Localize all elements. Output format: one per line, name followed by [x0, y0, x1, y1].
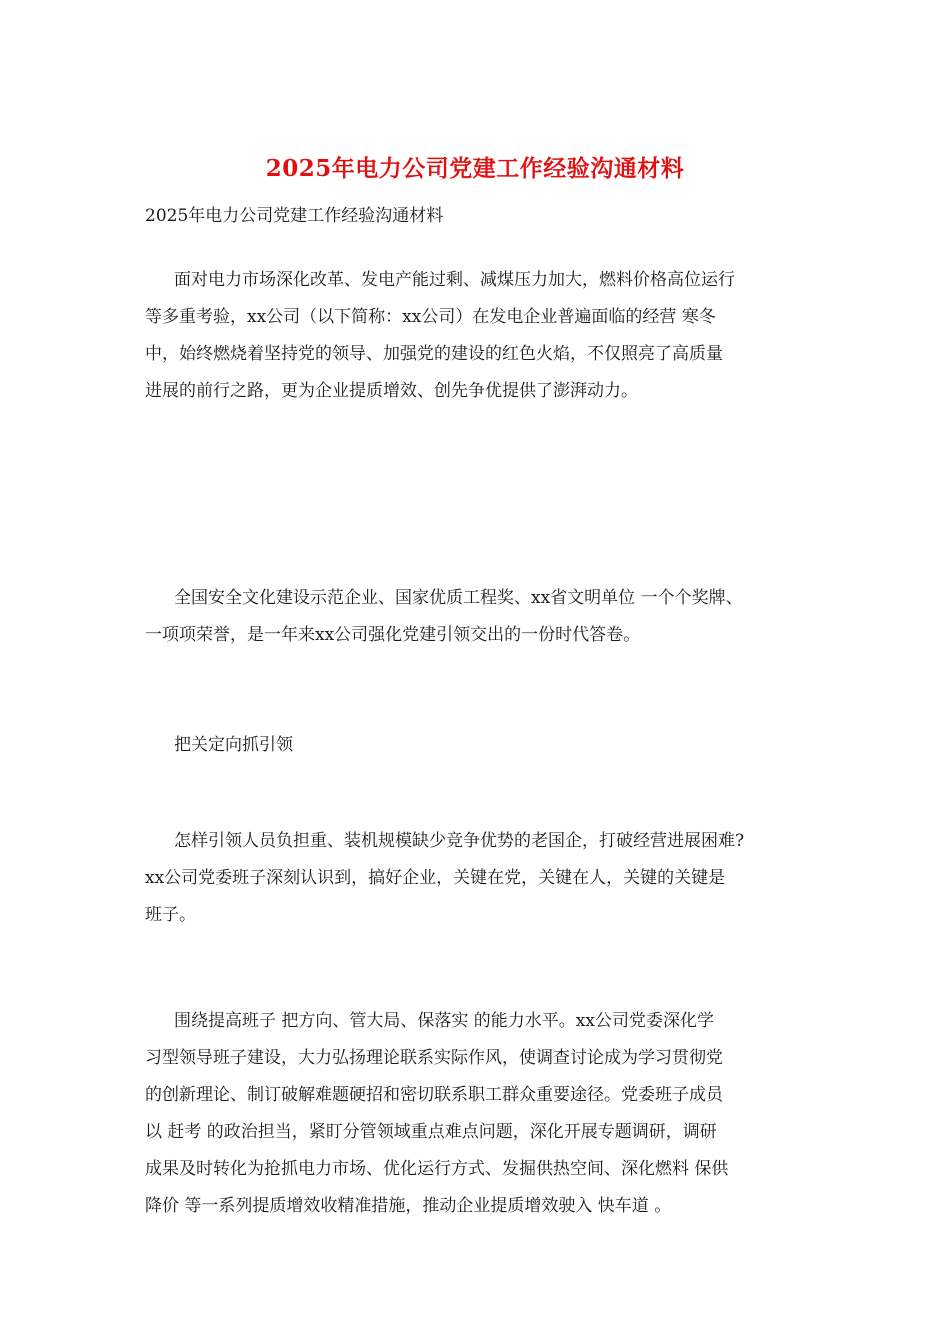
paragraph-line: 降价 等一系列提质增效收精准措施，推动企业提质增效驶入 快车道 。	[145, 1196, 672, 1216]
section-heading: 把关定向抓引领	[174, 735, 293, 755]
paragraph-intro	[145, 262, 825, 410]
paragraph-line: 班子。	[145, 905, 196, 925]
document-subtitle: 2025年电力公司党建工作经验沟通材料	[145, 206, 444, 226]
paragraph-line: 以 赶考 的政治担当，紧盯分管领域重点难点问题，深化开展专题调研，调研	[145, 1122, 717, 1142]
paragraph-line: 全国安全文化建设示范企业、国家优质工程奖、xx省文明单位 一个个奖牌、	[174, 588, 743, 608]
paragraph-team-building	[145, 1003, 825, 1225]
paragraph-line: 围绕提高班子 把方向、管大局、保落实 的能力水平。xx公司党委深化学	[174, 1011, 714, 1031]
paragraph-line: 进展的前行之路，更为企业提质增效、创先争优提供了澎湃动力。	[145, 381, 638, 401]
paragraph-line: 成果及时转化为抢抓电力市场、优化运行方式、发掘供热空间、深化燃料 保供	[145, 1159, 729, 1179]
paragraph-line: 怎样引领人员负担重、装机规模缺少竞争优势的老国企，打破经营进展困难?	[174, 831, 745, 851]
paragraph-line: 中，始终燃烧着坚持党的领导、加强党的建设的红色火焰，不仅照亮了高质量	[145, 344, 723, 364]
paragraph-line: xx公司党委班子深刻认识到，搞好企业，关键在党，关键在人，关键的关键是	[145, 868, 726, 888]
paragraph-leadership	[145, 823, 825, 934]
paragraph-honors	[145, 580, 825, 654]
paragraph-line: 一项项荣誉，是一年来xx公司强化党建引领交出的一份时代答卷。	[145, 625, 641, 645]
paragraph-line: 习型领导班子建设，大力弘扬理论联系实际作风，使调查讨论成为学习贯彻党	[145, 1048, 723, 1068]
document-title: 2025年电力公司党建工作经验沟通材料	[265, 155, 685, 182]
paragraph-line: 面对电力市场深化改革、发电产能过剩、减煤压力加大，燃料价格高位运行	[174, 270, 735, 290]
paragraph-line: 的创新理论、制订破解难题硬招和密切联系职工群众重要途径。党委班子成员	[145, 1085, 723, 1105]
paragraph-line: 等多重考验，xx公司（以下简称：xx公司）在发电企业普遍面临的经营 寒冬	[145, 307, 716, 327]
